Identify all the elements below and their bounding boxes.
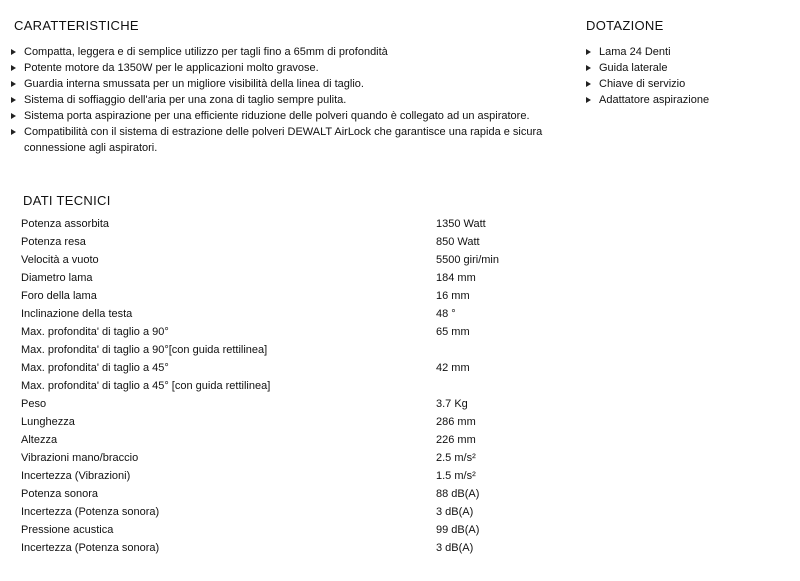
- equipment-item-text: Chiave di servizio: [599, 78, 686, 90]
- specs-table: [21, 215, 581, 557]
- spec-label: Max. profondita' di taglio a 90°[con guida rettilinea]: [21, 344, 268, 356]
- spec-row: [21, 503, 581, 521]
- spec-value: [436, 341, 581, 359]
- spec-label: Diametro lama: [21, 272, 93, 284]
- spec-value: 88 dB(A): [436, 488, 480, 500]
- features-heading: CARATTERISTICHE: [14, 18, 139, 33]
- spec-value: 3 dB(A): [436, 542, 474, 554]
- spec-row: [21, 215, 581, 233]
- spec-row: [21, 521, 581, 539]
- bullet-arrow-icon: [11, 97, 16, 103]
- spec-value: 184 mm: [436, 272, 476, 284]
- spec-label: Inclinazione della testa: [21, 308, 133, 320]
- feature-item: [10, 124, 570, 156]
- spec-row: [21, 395, 581, 413]
- spec-label: Max. profondita' di taglio a 90°: [21, 326, 169, 338]
- spec-value: [436, 377, 581, 395]
- equipment-item-text: Guida laterale: [599, 62, 668, 74]
- spec-row: [21, 269, 581, 287]
- bullet-arrow-icon: [11, 49, 16, 55]
- spec-row: [21, 539, 581, 557]
- spec-label: Velocità a vuoto: [21, 254, 99, 266]
- spec-row: [21, 251, 581, 269]
- feature-item: [10, 44, 570, 60]
- spec-row: [21, 323, 581, 341]
- feature-item-text: Potente motore da 1350W per le applicazioni molto gravose.: [24, 62, 319, 74]
- spec-value: 3 dB(A): [436, 506, 474, 518]
- spec-label: Lunghezza: [21, 416, 75, 428]
- feature-item-text: Guardia interna smussata per un migliore visibilità della linea di taglio.: [24, 78, 364, 90]
- spec-label: Incertezza (Potenza sonora): [21, 506, 160, 518]
- features-list: [10, 44, 570, 156]
- bullet-arrow-icon: [586, 81, 591, 87]
- spec-label: Altezza: [21, 434, 58, 446]
- spec-value: 226 mm: [436, 434, 476, 446]
- feature-item: [10, 60, 570, 76]
- bullet-arrow-icon: [11, 65, 16, 71]
- equipment-list: [585, 44, 785, 108]
- spec-row: [21, 467, 581, 485]
- spec-value: 286 mm: [436, 416, 476, 428]
- spec-row: [21, 305, 581, 323]
- spec-row: [21, 341, 581, 359]
- equipment-item: [585, 92, 785, 108]
- spec-value: 1350 Watt: [436, 218, 486, 230]
- equipment-item: [585, 76, 785, 92]
- bullet-arrow-icon: [11, 113, 16, 119]
- bullet-arrow-icon: [586, 97, 591, 103]
- spec-value: 2.5 m/s²: [436, 452, 476, 464]
- spec-label: Potenza resa: [21, 236, 86, 248]
- feature-item-text: Compatibilità con il sistema di estrazione delle polveri DEWALT AirLock che garantisce una rapida e sicura connessione agli aspiratori.: [24, 126, 543, 154]
- spec-label: Vibrazioni mano/braccio: [21, 452, 139, 464]
- spec-label: Peso: [21, 398, 47, 410]
- spec-value: 3.7 Kg: [436, 398, 468, 410]
- spec-row: [21, 359, 581, 377]
- spec-row: [21, 413, 581, 431]
- spec-value: 99 dB(A): [436, 524, 480, 536]
- spec-value: 42 mm: [436, 362, 470, 374]
- equipment-item-text: Lama 24 Denti: [599, 46, 671, 58]
- spec-row: [21, 233, 581, 251]
- spec-value: 1.5 m/s²: [436, 470, 476, 482]
- bullet-arrow-icon: [11, 81, 16, 87]
- spec-label: Incertezza (Vibrazioni): [21, 470, 131, 482]
- equipment-item: [585, 44, 785, 60]
- spec-label: Pressione acustica: [21, 524, 114, 536]
- spec-label: Max. profondita' di taglio a 45° [con guida rettilinea]: [21, 380, 271, 392]
- equipment-item: [585, 60, 785, 76]
- feature-item: [10, 76, 570, 92]
- feature-item: [10, 108, 570, 124]
- spec-value: 48 °: [436, 308, 456, 320]
- spec-value: 16 mm: [436, 290, 470, 302]
- feature-item-text: Compatta, leggera e di semplice utilizzo per tagli fino a 65mm di profondità: [24, 46, 388, 58]
- spec-row: [21, 485, 581, 503]
- spec-label: Foro della lama: [21, 290, 97, 302]
- spec-value: 65 mm: [436, 326, 470, 338]
- spec-label: Incertezza (Potenza sonora): [21, 542, 160, 554]
- spec-value: 5500 giri/min: [436, 254, 499, 266]
- spec-value: 850 Watt: [436, 236, 480, 248]
- spec-label: Potenza sonora: [21, 488, 99, 500]
- bullet-arrow-icon: [586, 65, 591, 71]
- bullet-arrow-icon: [11, 129, 16, 135]
- feature-item-text: Sistema di soffiaggio dell'aria per una zona di taglio sempre pulita.: [24, 94, 347, 106]
- feature-item-text: Sistema porta aspirazione per una efficiente riduzione delle polveri quando è collegato ad un aspiratore.: [24, 110, 530, 122]
- spec-row: [21, 377, 581, 395]
- spec-label: Max. profondita' di taglio a 45°: [21, 362, 169, 374]
- feature-item: [10, 92, 570, 108]
- spec-row: [21, 431, 581, 449]
- equipment-item-text: Adattatore aspirazione: [599, 94, 710, 106]
- spec-row: [21, 449, 581, 467]
- bullet-arrow-icon: [586, 49, 591, 55]
- equipment-heading: DOTAZIONE: [586, 18, 664, 33]
- spec-label: Potenza assorbita: [21, 218, 110, 230]
- specs-heading: DATI TECNICI: [23, 193, 111, 208]
- spec-row: [21, 287, 581, 305]
